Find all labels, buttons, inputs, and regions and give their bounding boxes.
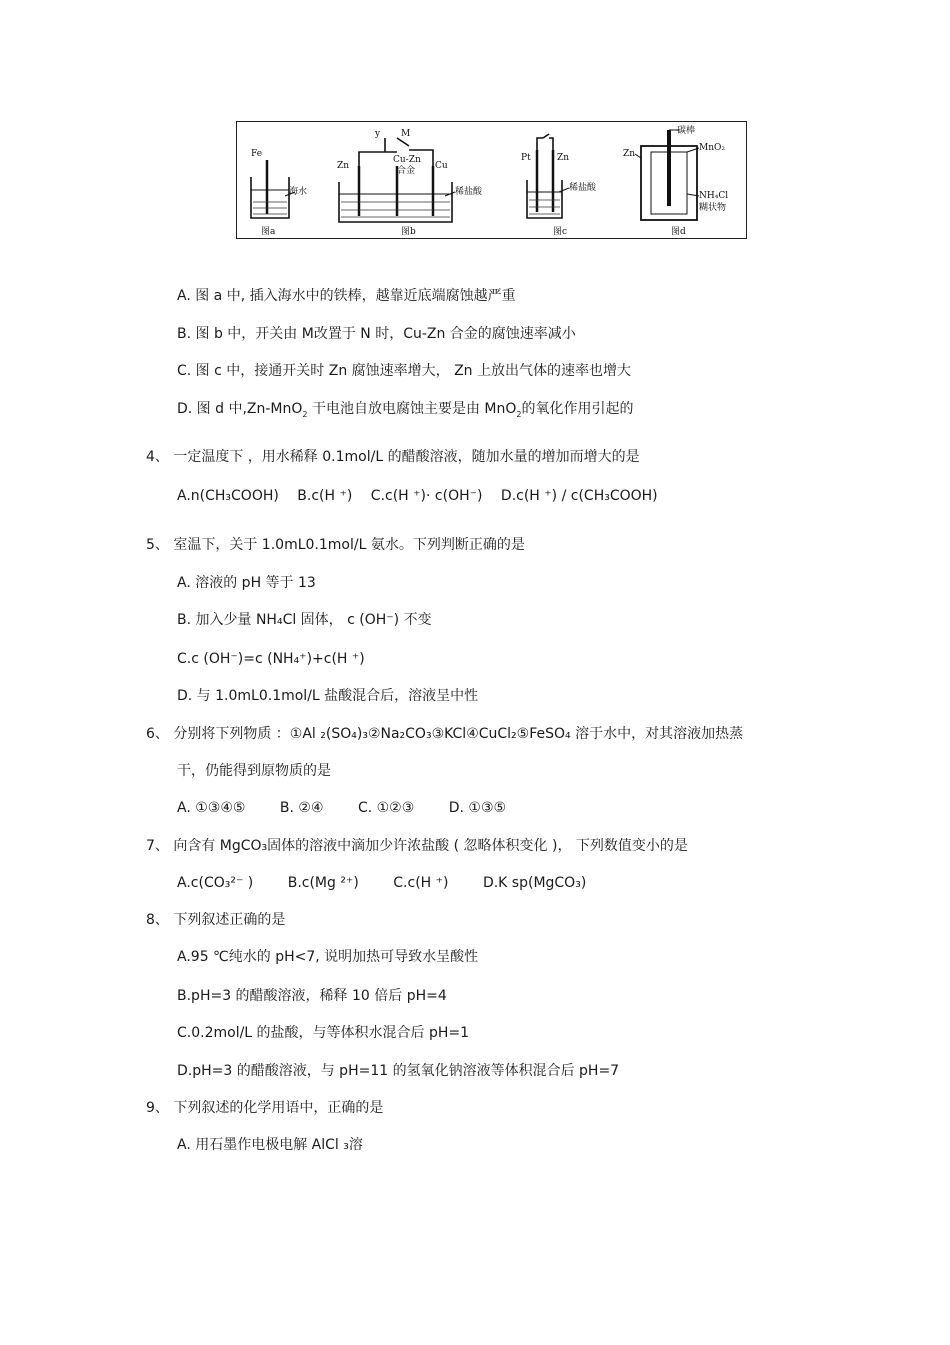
q8-option-d: D.pH=3 的醋酸溶液，与 pH=11 的氢氧化钠溶液等体积混合后 pH=7 [177, 1063, 620, 1079]
q6-options [177, 798, 506, 818]
q8-stem: 8、 下列叙述正确的是 [146, 912, 286, 928]
fig-b-alloy-label: 合金 [397, 166, 416, 176]
fig-d-caption: 图d [671, 227, 686, 237]
q5-stem: 5、 室温下，关于 1.0mL0.1mol/L 氨水。下列判断正确的是 [146, 537, 525, 553]
q3-option-d-part2: 干电池自放电腐蚀主要是由 MnO [307, 401, 517, 417]
q3-option-d [177, 399, 633, 419]
q5-option-d: D. 与 1.0mL0.1mol/L 盐酸混合后，溶液呈中性 [177, 688, 479, 704]
q3-option-b: B. 图 b 中，开关由 M改置于 N 时，Cu-Zn 合金的腐蚀速率减小 [177, 326, 576, 342]
fig-d-zn-label: Zn [623, 149, 636, 159]
fig-b-acid-label: 稀盐酸 [455, 187, 483, 197]
fig-b-m-label: M [401, 129, 411, 139]
fig-b-cuzn-label: Cu-Zn [393, 155, 421, 165]
q7-option-b: B.c(Mg ²⁺) [287, 875, 359, 891]
q6-stem: 6、 分别将下列物质 ：①Al ₂(SO₄)₃②Na₂CO₃③KCl④CuCl₂⑤FeSO₄ 溶于水中，对其溶液加热蒸 [146, 726, 744, 742]
q5-option-a: A. 溶液的 pH 等于 13 [177, 575, 316, 591]
fig-a-seawater-label: 海水 [289, 187, 308, 197]
fig-b-y-label: y [375, 129, 381, 139]
apparatus-figure [236, 121, 747, 239]
q3-option-d-part3: 的氧化作用引起的 [521, 401, 634, 417]
fig-b-zn-label: Zn [337, 161, 350, 171]
fig-d-paste-label: 糊状物 [699, 203, 727, 213]
q6-stem-continued: 干，仍能得到原物质的是 [177, 763, 331, 779]
apparatus-drawing [237, 122, 745, 237]
q9-stem: 9、 下列叙述的化学用语中，正确的是 [146, 1100, 384, 1116]
q8-option-a: A.95 ℃纯水的 pH<7, 说明加热可导致水呈酸性 [177, 949, 479, 965]
q5-option-b: B. 加入少量 NH₄Cl 固体， c (OH⁻) 不变 [177, 612, 432, 628]
q3-option-a: A. 图 a 中, 插入海水中的铁棒，越靠近底端腐蚀越严重 [177, 288, 516, 304]
fig-c-pt-label: Pt [521, 153, 531, 163]
q6-option-a: A. ①③④⑤ [177, 800, 246, 816]
q9-option-a: A. 用石墨作电极电解 AlCl ₃溶 [177, 1137, 363, 1153]
q4-option-b: B.c(H ⁺) [297, 488, 353, 504]
fig-b-caption: 图b [401, 227, 416, 237]
q4-stem: 4、 一定温度下 ，用水稀释 0.1mol/L 的醋酸溶液，随加水量的增加而增大的是 [146, 449, 640, 465]
fig-d-mno2-label: MnO₂ [699, 143, 725, 153]
fig-d-nh4cl-label: NH₄Cl [699, 191, 729, 201]
q3-option-d-sub2: 2 [516, 409, 522, 419]
q4-option-d: D.c(H ⁺) / c(CH₃COOH) [500, 488, 658, 504]
q4-option-a: A.n(CH₃COOH) [177, 488, 279, 504]
q3-option-c: C. 图 c 中，接通开关时 Zn 腐蚀速率增大， Zn 上放出气体的速率也增大 [177, 363, 632, 379]
fig-c-acid-label: 稀盐酸 [569, 183, 597, 193]
q6-option-b: B. ②④ [279, 800, 324, 816]
q7-option-c: C.c(H ⁺) [393, 875, 449, 891]
fig-b-cu-label: Cu [435, 161, 448, 171]
q4-options [177, 486, 658, 506]
q7-options [177, 873, 586, 893]
q3-option-d-sub1: 2 [302, 409, 308, 419]
fig-c-caption: 图c [553, 227, 568, 237]
q8-option-c: C.0.2mol/L 的盐酸，与等体积水混合后 pH=1 [177, 1025, 470, 1041]
q5-option-c: C.c (OH⁻)=c (NH₄⁺)+c(H ⁺) [177, 651, 365, 667]
fig-a-fe-label: Fe [251, 149, 263, 159]
q7-option-a: A.c(CO₃²⁻ ) [177, 875, 254, 891]
fig-d-carbon-label: 碳棒 [677, 126, 696, 136]
fig-a-caption: 图a [261, 227, 276, 237]
q6-option-c: C. ①②③ [357, 800, 415, 816]
q6-option-d: D. ①③⑤ [448, 800, 507, 816]
fig-c-zn-label: Zn [557, 153, 570, 163]
q7-option-d: D.K sp(MgCO₃) [482, 875, 587, 891]
q7-stem: 7、 向含有 MgCO₃固体的溶液中滴加少许浓盐酸 ( 忽略体积变化 )， 下列数值变小的是 [146, 838, 688, 854]
q8-option-b: B.pH=3 的醋酸溶液，稀释 10 倍后 pH=4 [177, 988, 447, 1004]
q3-option-d-part1: D. 图 d 中,Zn-MnO [177, 401, 303, 417]
q4-option-c: C.c(H ⁺)· c(OH⁻) [370, 488, 483, 504]
